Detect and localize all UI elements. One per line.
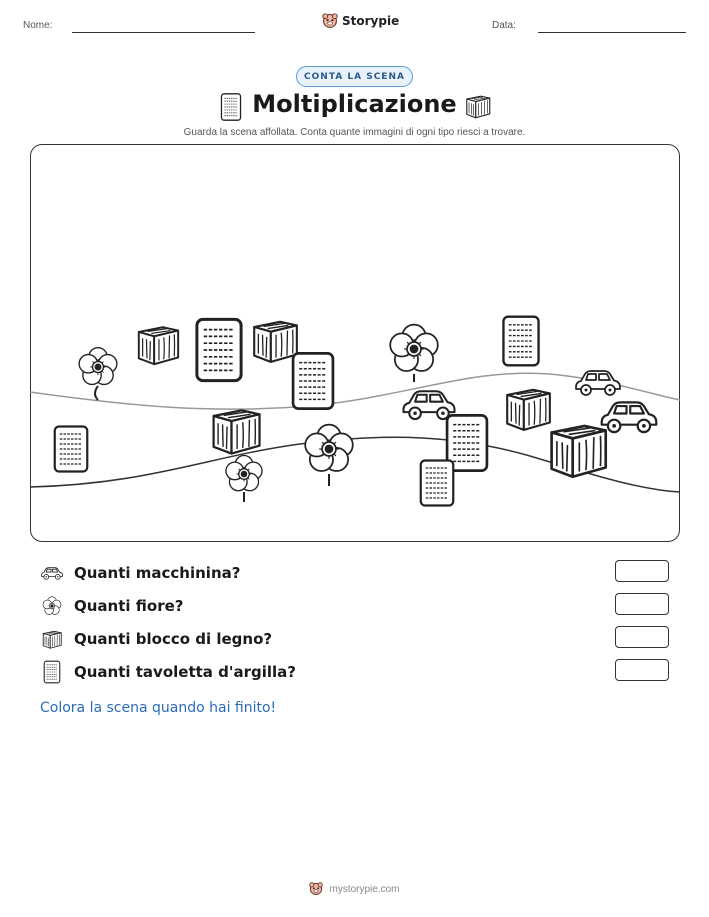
flower-icon bbox=[225, 455, 261, 501]
question-row bbox=[40, 659, 680, 685]
wood-block-icon bbox=[138, 327, 177, 364]
answer-box[interactable] bbox=[615, 593, 669, 615]
question-text: Quanti macchinina? bbox=[74, 564, 241, 582]
wood-block-icon bbox=[40, 628, 64, 650]
clay-tablet-icon bbox=[40, 660, 64, 684]
question-text: Quanti fiore? bbox=[74, 597, 184, 615]
flower-icon bbox=[40, 595, 64, 617]
mascot-icon bbox=[322, 13, 338, 29]
clay-tablet-icon bbox=[293, 353, 333, 408]
wood-block-icon bbox=[551, 425, 605, 476]
answer-box[interactable] bbox=[615, 659, 669, 681]
clay-tablet-icon bbox=[196, 319, 240, 380]
clay-tablet-icon bbox=[503, 316, 538, 365]
section-badge: CONTA LA SCENA bbox=[296, 66, 413, 87]
brand-logo bbox=[322, 13, 399, 29]
name-field[interactable] bbox=[72, 32, 255, 33]
question-row bbox=[40, 626, 680, 652]
flower-icon bbox=[79, 347, 117, 399]
wood-block-icon bbox=[254, 321, 297, 361]
question-row bbox=[40, 560, 680, 586]
date-label: Data: bbox=[492, 20, 516, 31]
title-block-icon bbox=[464, 92, 492, 124]
answer-box[interactable] bbox=[615, 560, 669, 582]
car-icon bbox=[576, 371, 620, 395]
question-row bbox=[40, 593, 680, 619]
date-field[interactable] bbox=[538, 32, 686, 33]
mascot-icon bbox=[309, 882, 323, 896]
answer-box[interactable] bbox=[615, 626, 669, 648]
flower-icon bbox=[390, 324, 438, 381]
name-label: Nome: bbox=[23, 20, 53, 31]
wood-block-icon bbox=[507, 389, 550, 429]
coloring-instruction: Colora la scena quando hai finito! bbox=[40, 700, 277, 716]
brand-name: Storypie bbox=[342, 14, 400, 28]
site-url: mystorypie.com bbox=[329, 883, 400, 895]
question-text: Quanti tavoletta d'argilla? bbox=[74, 663, 296, 681]
clay-tablet-icon bbox=[54, 426, 87, 471]
flower-icon bbox=[305, 424, 353, 485]
question-text: Quanti blocco di legno? bbox=[74, 630, 273, 648]
car-icon bbox=[403, 391, 454, 419]
wood-block-icon bbox=[213, 410, 259, 453]
car-icon bbox=[601, 402, 656, 432]
site-footer bbox=[0, 882, 709, 896]
car-icon bbox=[40, 565, 64, 581]
instructions: Guarda la scena affollata. Conta quante immagini di ogni tipo riesci a trovare. bbox=[183, 127, 526, 138]
clay-tablet-icon bbox=[420, 460, 453, 505]
counting-scene[interactable] bbox=[30, 144, 680, 542]
page-title: Moltiplicazione bbox=[252, 90, 457, 118]
